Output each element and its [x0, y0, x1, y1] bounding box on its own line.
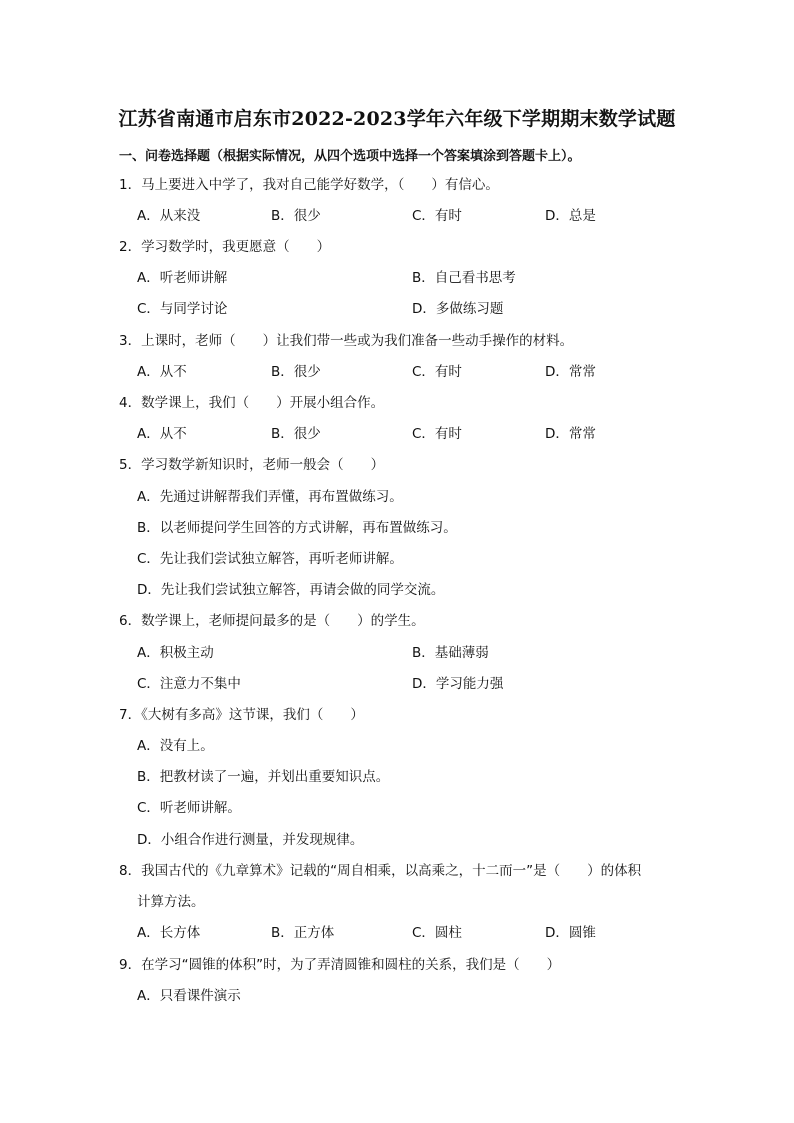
question-4-option-a: A．从不 — [137, 426, 187, 442]
question-6-option-c: C．注意力不集中 — [137, 676, 241, 692]
question-2-stem: 2．学习数学时，我更愿意（ ） — [119, 239, 331, 255]
question-1-option-d: D．总是 — [545, 208, 596, 224]
question-3-option-b: B．很少 — [271, 364, 321, 380]
question-1-option-b: B．很少 — [271, 208, 321, 224]
page-title: 江苏省南通市启东市2022-2023学年六年级下学期期末数学试题 — [118, 108, 676, 130]
question-7-option-a: A．没有上。 — [137, 738, 214, 754]
question-4-option-d: D．常常 — [545, 426, 596, 442]
question-5-stem: 5．学习数学新知识时，老师一般会（ ） — [119, 457, 385, 473]
question-7-option-b: B．把教材读了一遍，并划出重要知识点。 — [137, 769, 390, 785]
question-8-stem-continued: 计算方法。 — [137, 894, 205, 910]
question-4-stem: 4．数学课上，我们（ ）开展小组合作。 — [119, 395, 385, 411]
question-3-option-c: C．有时 — [412, 364, 462, 380]
question-2-option-d: D．多做练习题 — [412, 301, 504, 317]
question-8-option-c: C．圆柱 — [412, 925, 462, 941]
question-1-option-a: A．从来没 — [137, 208, 201, 224]
question-5-option-d: D．先让我们尝试独立解答，再请会做的同学交流。 — [137, 582, 445, 598]
question-1-stem: 1．马上要进入中学了，我对自己能学好数学，（ ）有信心。 — [119, 177, 499, 193]
question-7-option-c: C．听老师讲解。 — [137, 800, 241, 816]
question-5-option-b: B．以老师提问学生回答的方式讲解，再布置做练习。 — [137, 520, 457, 536]
question-3-option-a: A．从不 — [137, 364, 187, 380]
question-2-option-c: C．与同学讨论 — [137, 301, 228, 317]
question-6-stem: 6．数学课上，老师提问最多的是（ ）的学生。 — [119, 613, 425, 629]
question-5-option-c: C．先让我们尝试独立解答，再听老师讲解。 — [137, 551, 403, 567]
question-2-option-a: A．听老师讲解 — [137, 270, 228, 286]
question-4-option-b: B．很少 — [271, 426, 321, 442]
question-4-option-c: C．有时 — [412, 426, 462, 442]
question-6-option-d: D．学习能力强 — [412, 676, 504, 692]
question-8-stem: 8．我国古代的《九章算术》记载的“周自相乘，以高乘之，十二而一”是（ ）的体积 — [119, 863, 642, 879]
question-2-option-b: B．自己看书思考 — [412, 270, 516, 286]
question-7-stem: 7．《大树有多高》这节课，我们（ ） — [119, 707, 364, 723]
question-3-stem: 3．上课时，老师（ ）让我们带一些或为我们准备一些动手操作的材料。 — [119, 333, 574, 349]
question-8-option-a: A．长方体 — [137, 925, 201, 941]
question-5-option-a: A．先通过讲解帮我们弄懂，再布置做练习。 — [137, 489, 403, 505]
question-9-option-a: A．只看课件演示 — [137, 988, 241, 1004]
question-8-option-d: D．圆锥 — [545, 925, 596, 941]
question-7-option-d: D．小组合作进行测量，并发现规律。 — [137, 832, 364, 848]
question-8-option-b: B．正方体 — [271, 925, 335, 941]
question-9-stem: 9．在学习“圆锥的体积”时，为了弄清圆锥和圆柱的关系，我们是（ ） — [119, 957, 561, 973]
question-3-option-d: D．常常 — [545, 364, 596, 380]
question-6-option-b: B．基础薄弱 — [412, 645, 489, 661]
question-6-option-a: A．积极主动 — [137, 645, 214, 661]
section-heading: 一、问卷选择题（根据实际情况，从四个选项中选择一个答案填涂到答题卡上）。 — [119, 149, 581, 164]
question-1-option-c: C．有时 — [412, 208, 462, 224]
